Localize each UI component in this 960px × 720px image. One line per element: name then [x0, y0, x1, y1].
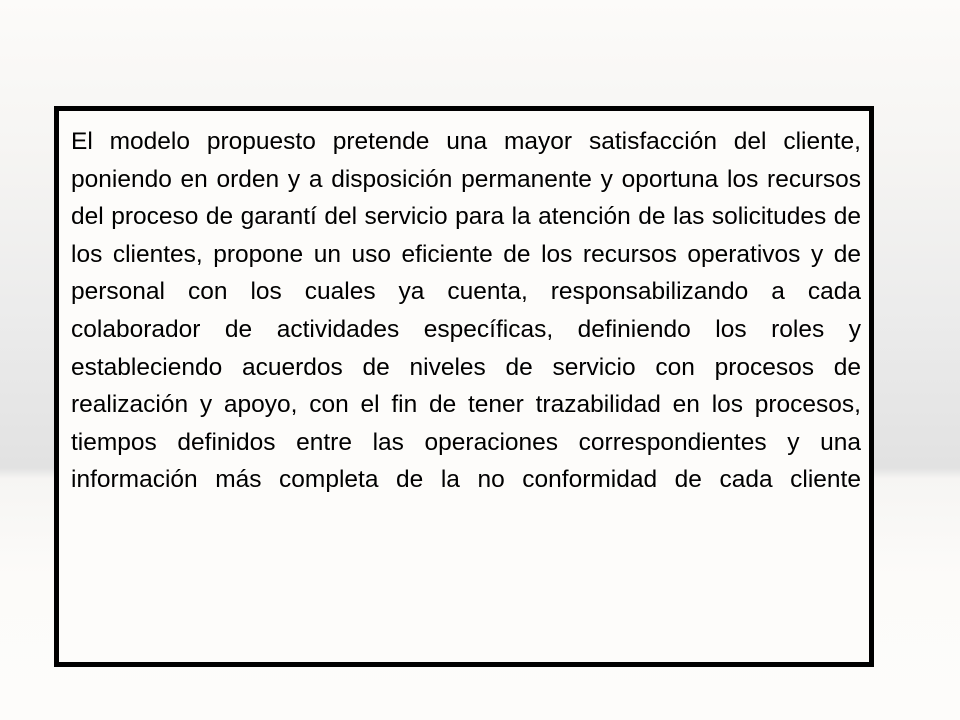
- text-box: [54, 106, 874, 667]
- body-paragraph: El modelo propuesto pretende una mayor satisfacción del cliente, poniendo en orden y a disposición permanente y oportuna los recursos del proceso de garantí del servicio para la atención de las solicitudes de los clientes, propone un uso eficiente de los recursos operativos y de personal con los cuales ya cuenta, responsabilizando a cada colaborador de actividades específicas, definiendo los roles y estableciendo acuerdos de niveles de servicio con procesos de realización y apoyo, con el fin de tener trazabilidad en los procesos, tiempos definidos entre las operaciones correspondientes y una información más completa de la no conformidad de cada cliente: [71, 128, 861, 494]
